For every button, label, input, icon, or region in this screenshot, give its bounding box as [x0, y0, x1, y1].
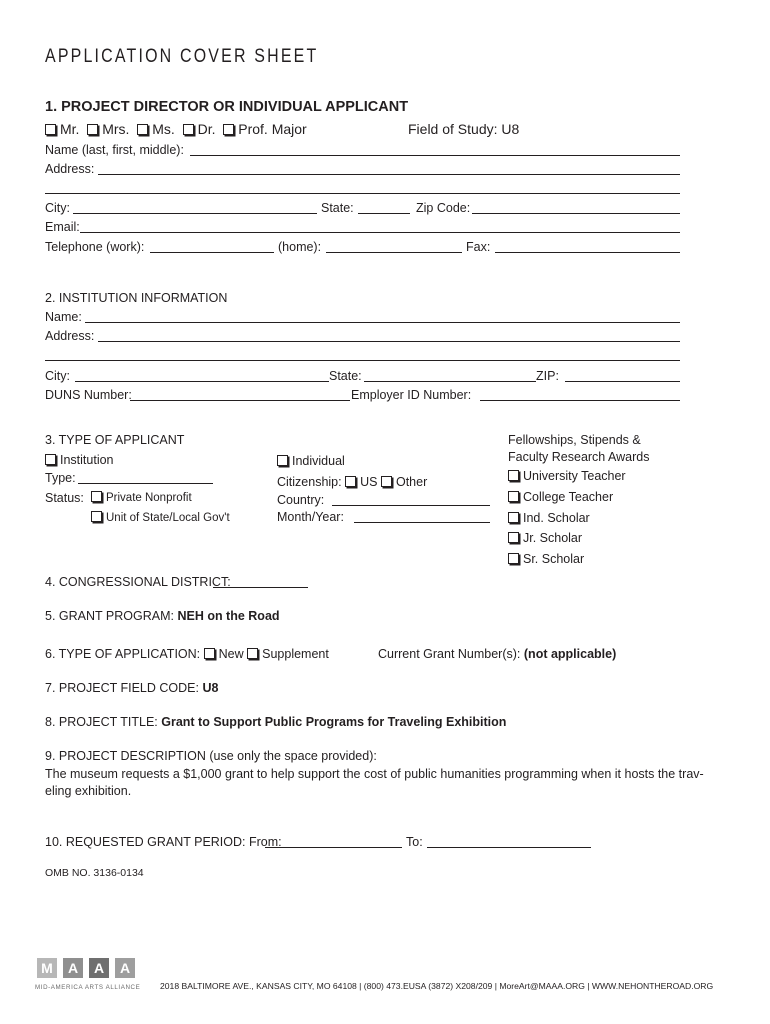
checkbox-icon[interactable] — [508, 491, 519, 502]
inst-address-field[interactable] — [98, 341, 680, 342]
project-description-line-1: The museum requests a $1,000 grant to help support the cost of public humanities programming when it hosts the trav- — [45, 767, 704, 781]
tel-home-field[interactable] — [326, 252, 462, 253]
fellowships-heading-2: Faculty Research Awards — [508, 450, 650, 464]
inst-city-field[interactable] — [75, 381, 329, 382]
salutation-row — [45, 121, 307, 137]
address-label: Address: — [45, 162, 95, 176]
field-code-row: 7. PROJECT FIELD CODE: U8 — [45, 681, 219, 695]
tel-work-label: Telephone (work): — [45, 240, 145, 254]
zip-field[interactable] — [472, 213, 680, 214]
grant-period-to-label: To: — [406, 835, 423, 849]
grant-period-from-field[interactable] — [265, 847, 402, 848]
city-field[interactable] — [73, 213, 317, 214]
address-field-line-2[interactable] — [45, 193, 680, 194]
checkbox-icon[interactable] — [45, 124, 56, 135]
duns-label: DUNS Number: — [45, 388, 132, 402]
state-label: State: — [321, 201, 354, 215]
fax-label: Fax: — [466, 240, 491, 254]
current-grant-row: Current Grant Number(s): (not applicable) — [378, 647, 617, 661]
checkbox-icon[interactable] — [345, 476, 356, 487]
salutation-ms[interactable]: Ms. — [137, 121, 175, 137]
type-label: Type: — [45, 471, 76, 485]
inst-name-field[interactable] — [85, 322, 680, 323]
inst-address-field-line-2[interactable] — [45, 360, 680, 361]
checkbox-icon[interactable] — [508, 553, 519, 564]
field-code-value: U8 — [202, 681, 219, 695]
private-nonprofit-option[interactable]: Private Nonprofit — [91, 491, 192, 506]
current-grant-value: (not applicable) — [523, 647, 617, 661]
grant-program-value: NEH on the Road — [177, 609, 280, 623]
email-field[interactable] — [80, 232, 680, 233]
salutation-mrs[interactable]: Mrs. — [87, 121, 129, 137]
month-year-field[interactable] — [354, 522, 490, 523]
logo-letter-a3: A — [115, 958, 135, 978]
country-label: Country: — [277, 493, 325, 507]
checkbox-icon[interactable] — [508, 532, 519, 543]
address-field[interactable] — [98, 174, 680, 175]
tel-home-label: (home): — [278, 240, 322, 254]
inst-address-label: Address: — [45, 329, 95, 343]
section-3-heading: 3. TYPE OF APPLICANT — [45, 433, 185, 447]
inst-zip-label: ZIP: — [536, 369, 559, 383]
inst-name-label: Name: — [45, 310, 82, 324]
institution-option[interactable]: Institution — [45, 453, 114, 468]
inst-state-label: State: — [329, 369, 362, 383]
checkbox-icon[interactable] — [204, 648, 215, 659]
month-year-label: Month/Year: — [277, 510, 344, 524]
congressional-district-label: 4. CONGRESSIONAL DISTRICT: — [45, 575, 231, 589]
project-title-row: 8. PROJECT TITLE: Grant to Support Public Programs for Traveling Exhibition — [45, 715, 507, 729]
checkbox-icon[interactable] — [91, 491, 102, 502]
college-teacher-option[interactable]: College Teacher — [508, 490, 613, 505]
section-2-heading: 2. INSTITUTION INFORMATION — [45, 291, 228, 305]
checkbox-icon[interactable] — [508, 470, 519, 481]
checkbox-icon[interactable] — [137, 124, 148, 135]
checkbox-icon[interactable] — [247, 648, 258, 659]
salutation-dr[interactable]: Dr. — [183, 121, 216, 137]
name-field[interactable] — [190, 155, 680, 156]
citizenship-other-option[interactable]: Other — [381, 475, 427, 489]
checkbox-icon[interactable] — [508, 512, 519, 523]
page-title: APPLICATION COVER SHEET — [45, 46, 319, 67]
fellowships-heading-1: Fellowships, Stipends & — [508, 433, 641, 447]
new-option[interactable]: New — [204, 647, 244, 661]
checkbox-icon[interactable] — [223, 124, 234, 135]
logo-letter-a1: A — [63, 958, 83, 978]
name-label: Name (last, first, middle): — [45, 143, 184, 157]
salutation-prof[interactable]: Prof. Major — [223, 121, 306, 137]
email-label: Email: — [45, 220, 80, 234]
footer-contact: 2018 BALTIMORE AVE., KANSAS CITY, MO 64108 | (800) 473.EUSA (3872) X208/209 | MoreArt@MAAA.ORG | WWW.NEHONTHEROAD.ORG — [160, 981, 714, 991]
salutation-mr[interactable]: Mr. — [45, 121, 79, 137]
zip-label: Zip Code: — [416, 201, 471, 215]
employer-id-label: Employer ID Number: — [351, 388, 472, 402]
state-field[interactable] — [358, 213, 410, 214]
project-description-line-2: eling exhibition. — [45, 784, 132, 798]
logo-letter-a2: A — [89, 958, 109, 978]
application-type-row: 6. TYPE OF APPLICATION: New Supplement — [45, 647, 329, 661]
inst-city-label: City: — [45, 369, 70, 383]
ind-scholar-option[interactable]: Ind. Scholar — [508, 511, 590, 526]
project-description-label: 9. PROJECT DESCRIPTION (use only the space provided): — [45, 749, 377, 763]
fax-field[interactable] — [495, 252, 680, 253]
logo-letter-m: M — [37, 958, 57, 978]
logo-text: MID-AMERICA ARTS ALLIANCE — [35, 984, 141, 991]
tel-work-field[interactable] — [150, 252, 274, 253]
employer-id-field[interactable] — [480, 400, 680, 401]
jr-scholar-option[interactable]: Jr. Scholar — [508, 531, 582, 546]
citizenship-label: Citizenship: — [277, 475, 342, 489]
checkbox-icon[interactable] — [45, 454, 56, 465]
grant-program-row: 5. GRANT PROGRAM: NEH on the Road — [45, 609, 280, 623]
maaa-logo — [35, 958, 145, 998]
grant-period-from-label: 10. REQUESTED GRANT PERIOD: From: — [45, 835, 282, 849]
duns-field[interactable] — [130, 400, 350, 401]
grant-period-to-field[interactable] — [427, 847, 591, 848]
project-title-value: Grant to Support Public Programs for Traveling Exhibition — [161, 715, 507, 729]
checkbox-icon[interactable] — [381, 476, 392, 487]
citizenship-us-option[interactable]: US — [345, 475, 377, 489]
checkbox-icon[interactable] — [91, 511, 102, 522]
citizenship-row — [277, 475, 427, 490]
individual-option[interactable]: Individual — [277, 454, 345, 469]
congressional-district-field[interactable] — [213, 587, 308, 588]
status-label: Status: — [45, 491, 84, 505]
sr-scholar-option[interactable]: Sr. Scholar — [508, 552, 584, 567]
checkbox-icon[interactable] — [277, 455, 288, 466]
inst-state-field[interactable] — [364, 381, 536, 382]
inst-zip-field[interactable] — [565, 381, 680, 382]
country-field[interactable] — [332, 505, 490, 506]
field-of-study: Field of Study: U8 — [408, 121, 520, 137]
checkbox-icon[interactable] — [183, 124, 194, 135]
supplement-option[interactable]: Supplement — [247, 647, 329, 661]
city-label: City: — [45, 201, 70, 215]
section-1-heading: 1. PROJECT DIRECTOR OR INDIVIDUAL APPLICANT — [45, 99, 409, 115]
checkbox-icon[interactable] — [87, 124, 98, 135]
university-teacher-option[interactable]: University Teacher — [508, 469, 626, 484]
unit-of-state-option[interactable]: Unit of State/Local Gov't — [91, 511, 230, 526]
type-field[interactable] — [78, 483, 213, 484]
omb-number: OMB NO. 3136-0134 — [45, 867, 144, 879]
